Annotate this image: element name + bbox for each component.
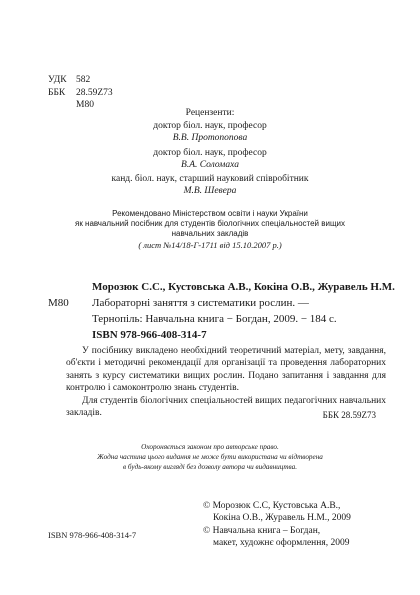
recommendation-line: навчальних закладів	[171, 229, 249, 239]
udk-value: 582	[76, 75, 91, 85]
reviewer-name: В.А. Соломаха	[181, 159, 239, 170]
udk-row	[48, 74, 113, 87]
warning-line: Охороняється законом про авторське право.	[141, 443, 279, 451]
abstract-paragraph: У посібнику викладено необхідний теоретичний матеріал, мету, завдання, об'єкти і методичні рекомендації для організації та проведення лабораторних занять з курсу систематики вищих рослин. Подано запитання і завдання для контролю і самоконтролю знань студентів.	[66, 346, 386, 394]
entry-isbn: ISBN 978-966-408-314-7	[92, 329, 207, 341]
udk-label: УДК	[48, 75, 67, 85]
bbk-row	[48, 87, 113, 100]
copyright-line: © Морозюк С.С, Кустовська А.В.,	[203, 501, 341, 511]
reviewer-name: В.В. Протопопова	[172, 133, 248, 144]
copyright-line: Кокіна О.В., Журавель Н.М., 2009	[213, 513, 351, 524]
warning-line: Жодна частина цього видання не може бути використана чи відтворена	[97, 453, 323, 461]
recommendation-line: як навчальний посібник для студентів біологічних спеціальностей вищих	[74, 219, 345, 229]
abstract-paragraph: Для студентів біологічних спеціальностей вищих педагогічних навчальних закладів.	[66, 395, 386, 419]
abstract-bbk: ББК 28.59Z73	[322, 410, 376, 420]
recommendation-letter: ( лист №14/18-Г-1711 від 15.10.2007 р.)	[138, 239, 282, 250]
entry-authors: Морозюк С.С., Кустовська А.В., Кокіна О.В., Журавель Н.М.	[92, 281, 395, 293]
entry-title: Лабораторні заняття з систематики рослин. —	[92, 297, 309, 309]
copyright-line: © Навчальна книга – Богдан,	[203, 525, 321, 536]
entry-code: М80	[48, 297, 69, 309]
reviewer-name: М.В. Шевера	[183, 186, 237, 197]
copyright-holders	[203, 500, 351, 550]
reviewers-block	[0, 107, 420, 199]
bbk-label: ББК	[48, 87, 66, 98]
reviewers-title: Рецензенти:	[185, 108, 235, 118]
entry-publisher: Тернопіль: Навчальна книга − Богдан, 2009. − 184 с.	[92, 313, 337, 325]
bbk-value: 28.59Z73	[76, 87, 113, 98]
reviewer-position: доктор біол. наук, професор	[153, 121, 267, 132]
copyright-warning	[0, 442, 420, 472]
copyright-line: макет, художнє оформлення, 2009	[213, 538, 350, 549]
warning-line: в будь-якому вигляді без дозволу автора чи видавництва.	[122, 463, 298, 471]
reviewer-position: доктор біол. наук, професор	[153, 147, 267, 158]
recommendation-line: Рекомендовано Міністерством освіти і науки України	[112, 209, 308, 218]
catalog-entry	[48, 279, 395, 343]
reviewer-position: канд. біол. наук, старший науковий співробітник	[111, 174, 309, 185]
isbn-bottom: ISBN 978-966-408-314-7	[48, 530, 137, 540]
abstract-block	[66, 345, 386, 419]
classification-block	[48, 74, 113, 112]
author-code: М80	[76, 100, 94, 110]
recommendation-block	[0, 209, 420, 250]
